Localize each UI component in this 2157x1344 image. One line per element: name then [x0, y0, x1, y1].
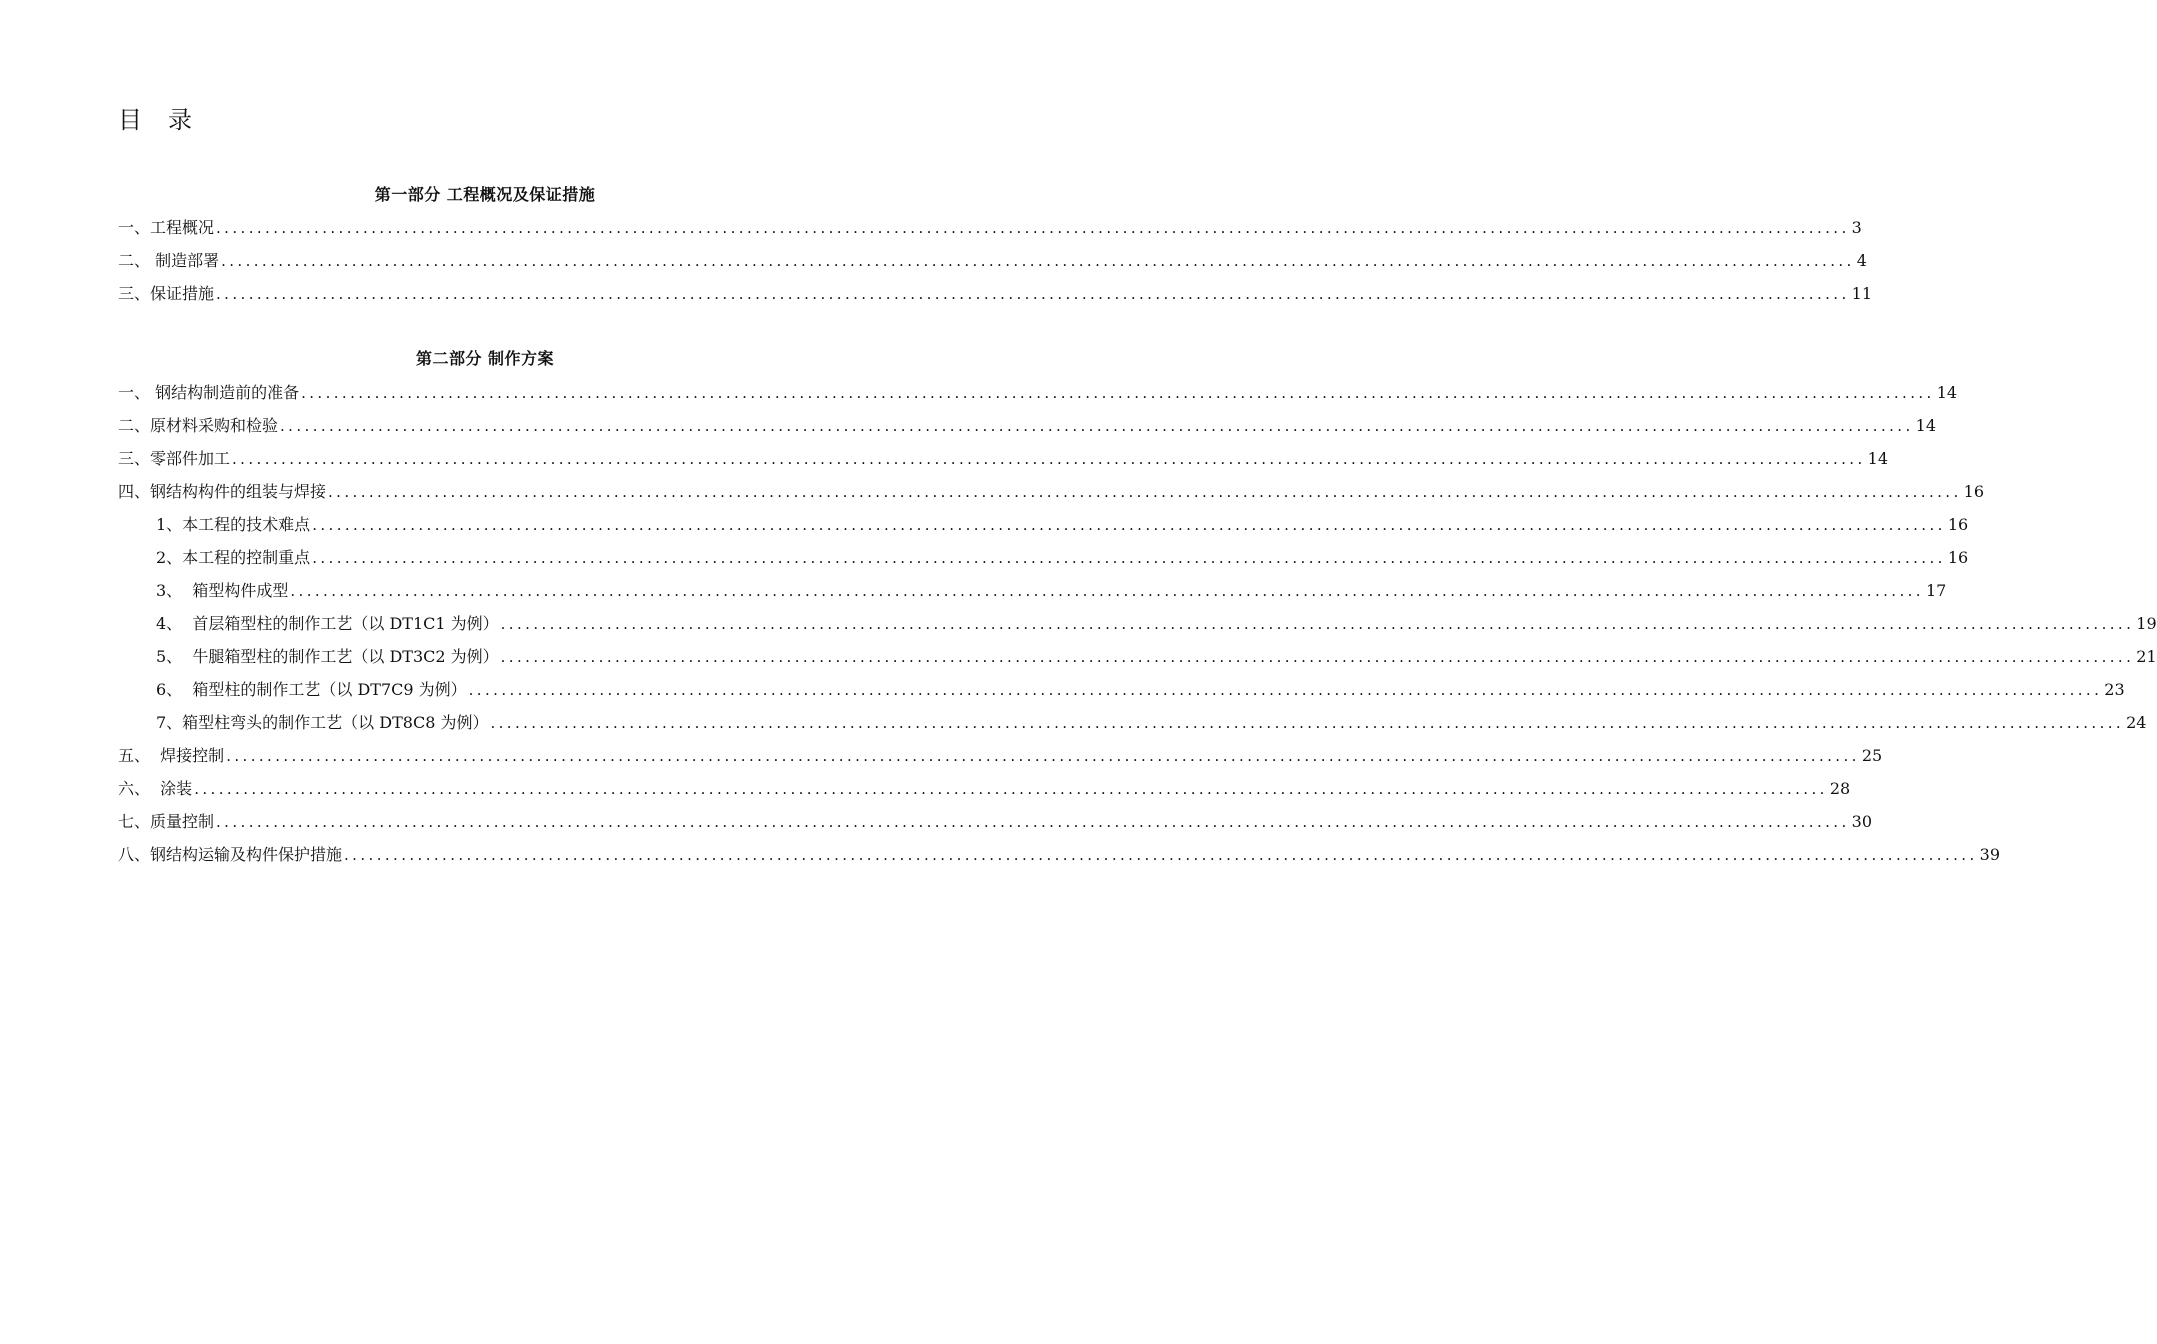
toc-leader-dots: ........................................................................................................................................................................................................	[328, 483, 1962, 501]
toc-entry-label: 3、 箱型构件成型	[156, 581, 289, 600]
toc-leader-dots: ........................................................................................................................................................................................................	[216, 813, 1850, 831]
toc-entry-label: 2、本工程的控制重点	[156, 548, 311, 567]
toc-entry-label: 5、 牛腿箱型柱的制作工艺（以 DT3C2 为例）	[156, 647, 499, 666]
part1-toc	[118, 211, 1872, 310]
toc-subentry[interactable]	[118, 508, 1969, 541]
toc-subentry[interactable]	[118, 640, 2157, 673]
toc-entry-page: 14	[1867, 449, 1888, 468]
toc-title	[118, 100, 192, 135]
toc-subentry[interactable]	[118, 706, 2147, 739]
toc-entry-label: 七、质量控制	[118, 812, 215, 831]
toc-leader-dots: ........................................................................................................................................................................................................	[216, 285, 1850, 303]
toc-entry-label: 4、 首层箱型柱的制作工艺（以 DT1C1 为例）	[156, 614, 499, 633]
toc-subentry[interactable]	[118, 574, 1947, 607]
toc-leader-dots: ........................................................................................................................................................................................................	[226, 747, 1860, 765]
toc-entry[interactable]	[118, 805, 1872, 838]
toc-entry-page: 16	[1963, 482, 1984, 501]
toc-entry-page: 3	[1851, 218, 1862, 237]
toc-entry[interactable]	[118, 376, 1958, 409]
toc-entry[interactable]	[118, 442, 1888, 475]
toc-title-right: 录	[168, 106, 192, 134]
toc-entry-page: 19	[2136, 614, 2157, 633]
toc-leader-dots: ........................................................................................................................................................................................................	[312, 516, 1946, 534]
toc-entry-label: 三、零部件加工	[118, 449, 231, 468]
toc-entry[interactable]	[118, 211, 1862, 244]
toc-entry-page: 14	[1936, 383, 1958, 402]
toc-entry-label: 六、 涂装	[118, 779, 193, 798]
toc-entry-page: 16	[1947, 548, 1969, 567]
toc-leader-dots: ........................................................................................................................................................................................................	[312, 549, 1946, 567]
toc-leader-dots: ........................................................................................................................................................................................................	[490, 714, 2125, 732]
toc-subentry[interactable]	[118, 607, 2157, 640]
toc-entry-page: 4	[1856, 251, 1867, 270]
toc-entry[interactable]	[118, 244, 1867, 277]
toc-entry-label: 三、保证措施	[118, 284, 215, 303]
toc-entry-label: 二、 制造部署	[118, 251, 220, 270]
toc-entry[interactable]	[118, 838, 2000, 871]
toc-entry-page: 14	[1915, 416, 1936, 435]
toc-leader-dots: ........................................................................................................................................................................................................	[290, 582, 1924, 600]
toc-entry-label: 7、箱型柱弯头的制作工艺（以 DT8C8 为例）	[156, 713, 489, 732]
toc-entry[interactable]	[118, 739, 1883, 772]
toc-leader-dots: ........................................................................................................................................................................................................	[232, 450, 1866, 468]
toc-entry-page: 16	[1947, 515, 1969, 534]
toc-entry[interactable]	[118, 409, 1936, 442]
toc-entry-page: 17	[1925, 581, 1947, 600]
toc-entry-page: 24	[2126, 713, 2147, 732]
toc-leader-dots: ........................................................................................................................................................................................................	[221, 252, 1855, 270]
toc-entry-label: 五、 焊接控制	[118, 746, 225, 765]
toc-entry-page: 23	[2104, 680, 2125, 699]
toc-entry-label: 四、钢结构构件的组装与焊接	[118, 482, 327, 501]
toc-entry[interactable]	[118, 475, 1984, 508]
toc-title-left: 目	[118, 106, 142, 134]
toc-entry-label: 一、 钢结构制造前的准备	[118, 383, 300, 402]
toc-subentry[interactable]	[118, 541, 1969, 574]
toc-leader-dots: ........................................................................................................................................................................................................	[344, 846, 1978, 864]
toc-entry-page: 30	[1851, 812, 1872, 831]
toc-leader-dots: ........................................................................................................................................................................................................	[468, 681, 2103, 699]
toc-entry-page: 39	[1979, 845, 2000, 864]
toc-entry-label: 八、钢结构运输及构件保护措施	[118, 845, 343, 864]
toc-leader-dots: ........................................................................................................................................................................................................	[301, 384, 1935, 402]
part2-heading: 第二部分 制作方案	[415, 349, 555, 368]
toc-entry[interactable]	[118, 277, 1872, 310]
toc-leader-dots: ........................................................................................................................................................................................................	[280, 417, 1914, 435]
toc-entry-page: 11	[1851, 284, 1872, 303]
part1-heading: 第一部分 工程概况及保证措施	[374, 185, 596, 204]
toc-entry-page: 25	[1861, 746, 1883, 765]
toc-entry-page: 21	[2136, 647, 2157, 666]
toc-leader-dots: ........................................................................................................................................................................................................	[194, 780, 1828, 798]
toc-entry-label: 二、原材料采购和检验	[118, 416, 279, 435]
toc-entry-label: 6、 箱型柱的制作工艺（以 DT7C9 为例）	[156, 680, 467, 699]
toc-entry-page: 28	[1829, 779, 1851, 798]
toc-entry-label: 1、本工程的技术难点	[156, 515, 311, 534]
toc-leader-dots: ........................................................................................................................................................................................................	[216, 219, 1850, 237]
toc-subentry[interactable]	[118, 673, 2125, 706]
toc-leader-dots: ........................................................................................................................................................................................................	[500, 648, 2135, 666]
toc-leader-dots: ........................................................................................................................................................................................................	[500, 615, 2135, 633]
part2-toc	[118, 376, 2157, 871]
toc-entry[interactable]	[118, 772, 1851, 805]
toc-entry-label: 一、工程概况	[118, 218, 215, 237]
